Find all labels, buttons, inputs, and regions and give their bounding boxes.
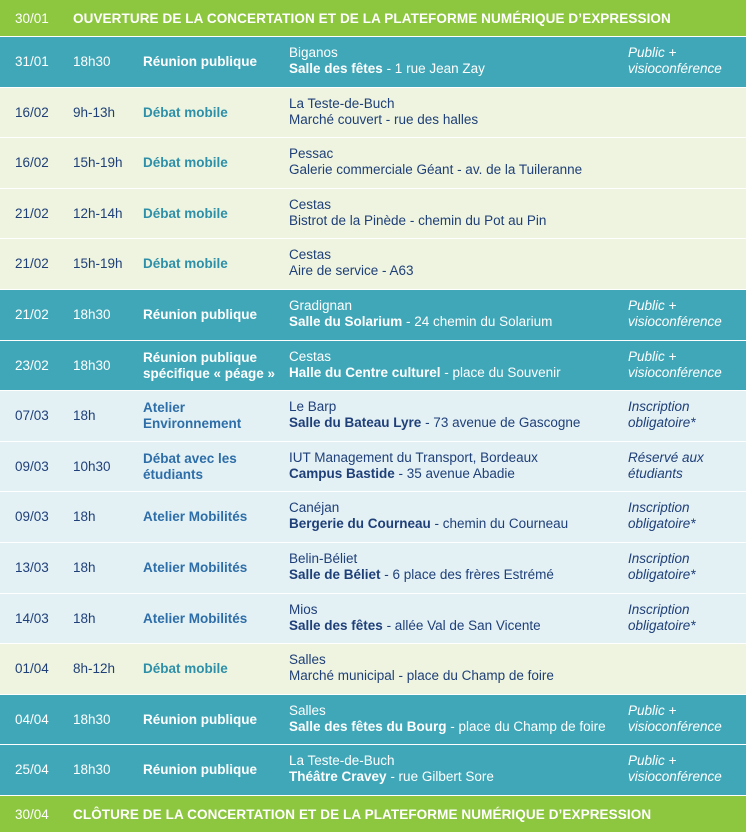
event-venue: Salle de Béliet	[289, 566, 381, 582]
event-address-line	[289, 61, 624, 77]
event-address-line	[289, 668, 624, 684]
event-address: Galerie commerciale Géant - av. de la Tuileranne	[289, 162, 583, 178]
event-date: 09/03	[15, 509, 49, 525]
event-venue: Salle des fêtes	[289, 617, 383, 633]
event-date: 21/02	[15, 256, 49, 272]
event-place	[289, 551, 624, 583]
event-city: Gradignan	[289, 297, 353, 313]
event-address-line	[289, 112, 624, 128]
event-city: Le Barp	[289, 399, 337, 415]
event-time: 18h	[73, 408, 96, 424]
event-address: - place du Souvenir	[440, 364, 561, 380]
event-address-line	[289, 466, 624, 482]
event-time: 15h-19h	[73, 155, 123, 171]
event-row	[0, 594, 746, 645]
event-address: - 1 rue Jean Zay	[382, 61, 485, 76]
event-venue: Salle du Solarium	[289, 313, 403, 329]
event-type: Réunion publique	[143, 762, 257, 778]
event-address: Bistrot de la Pinède - chemin du Pot au Pin	[289, 212, 547, 228]
opening-date: 30/01	[15, 11, 49, 26]
event-address-line	[289, 213, 624, 229]
event-row	[0, 290, 746, 341]
event-time: 18h	[73, 509, 96, 525]
event-place	[289, 146, 624, 178]
closing-date: 30/04	[15, 806, 49, 822]
event-date: 16/02	[15, 155, 49, 171]
event-date: 25/04	[15, 762, 49, 778]
event-row	[0, 37, 746, 88]
event-date: 23/02	[15, 357, 49, 373]
event-city: Salles	[289, 652, 326, 668]
event-place	[289, 247, 624, 279]
event-address-line	[289, 516, 624, 532]
event-type: Débat mobile	[143, 256, 228, 272]
event-address-line	[289, 263, 624, 279]
event-place	[289, 450, 624, 482]
event-address: - chemin du Courneau	[430, 516, 569, 532]
event-city: Mios	[289, 601, 318, 617]
event-type: Atelier Mobilités	[143, 509, 248, 525]
event-place	[289, 500, 624, 532]
event-time: 18h30	[73, 357, 111, 373]
event-address: Marché couvert - rue des halles	[289, 111, 479, 127]
event-venue: Théâtre Cravey	[289, 769, 387, 785]
event-date: 04/04	[15, 711, 49, 727]
event-place	[289, 399, 624, 431]
event-address-line	[289, 618, 624, 634]
event-note: Inscription obligatoire*	[628, 399, 696, 431]
event-city: La Teste-de-Buch	[289, 753, 395, 769]
event-city: Pessac	[289, 146, 334, 162]
event-city: Cestas	[289, 348, 332, 364]
event-address: - 35 avenue Abadie	[394, 465, 515, 481]
event-row	[0, 341, 746, 392]
event-city: Cestas	[289, 196, 332, 212]
event-address-line	[289, 567, 624, 583]
event-type: Réunion publique	[143, 54, 257, 69]
event-venue: Salle des fêtes	[289, 61, 383, 76]
event-city: Belin-Béliet	[289, 550, 358, 566]
event-note: Public + visioconférence	[628, 297, 722, 329]
event-row	[0, 543, 746, 594]
event-row	[0, 239, 746, 290]
event-place	[289, 703, 624, 735]
event-time: 18h30	[73, 762, 111, 778]
event-row	[0, 391, 746, 442]
event-type: Débat mobile	[143, 205, 228, 221]
opening-title: OUVERTURE DE LA CONCERTATION ET DE LA PLATEFORME NUMÉRIQUE D’EXPRESSION	[73, 11, 671, 26]
event-type: Débat mobile	[143, 104, 228, 120]
event-row	[0, 88, 746, 139]
event-date: 21/02	[15, 205, 49, 221]
event-address: Marché municipal - place du Champ de foire	[289, 668, 554, 684]
event-row	[0, 745, 746, 796]
event-date: 09/03	[15, 458, 49, 474]
event-city: La Teste-de-Buch	[289, 95, 395, 111]
event-time: 10h30	[73, 458, 111, 474]
event-place	[289, 602, 624, 634]
opening-banner	[0, 0, 746, 37]
event-date: 16/02	[15, 104, 49, 120]
event-venue: Halle du Centre culturel	[289, 364, 441, 380]
event-venue: Bergerie du Courneau	[289, 516, 431, 532]
event-place	[289, 349, 624, 381]
event-address-line	[289, 365, 624, 381]
event-date: 14/03	[15, 610, 49, 626]
event-place	[289, 652, 624, 684]
event-note: Inscription obligatoire*	[628, 601, 696, 633]
event-place	[289, 753, 624, 785]
event-place	[289, 45, 624, 77]
event-address: - 73 avenue de Gascogne	[421, 415, 581, 431]
event-row	[0, 189, 746, 240]
event-row	[0, 695, 746, 746]
event-city: Salles	[289, 702, 326, 718]
event-city: Canéjan	[289, 500, 340, 516]
event-city: Biganos	[289, 45, 338, 60]
event-row	[0, 644, 746, 695]
event-note: Inscription obligatoire*	[628, 500, 696, 532]
event-time: 18h30	[73, 54, 111, 69]
event-type: Débat mobile	[143, 155, 228, 171]
closing-banner	[0, 796, 746, 833]
event-type: Réunion publique	[143, 306, 257, 322]
event-date: 01/04	[15, 661, 49, 677]
event-address-line	[289, 769, 624, 785]
event-type: Atelier Environnement	[143, 400, 242, 432]
event-note: Inscription obligatoire*	[628, 550, 696, 582]
event-address: - 24 chemin du Solarium	[402, 313, 553, 329]
event-note: Public + visioconférence	[628, 753, 722, 785]
event-type: Débat avec les étudiants	[143, 450, 237, 482]
event-time: 18h	[73, 610, 96, 626]
event-type: Débat mobile	[143, 661, 228, 677]
event-time: 18h30	[73, 711, 111, 727]
event-date: 21/02	[15, 306, 49, 322]
event-address: Aire de service - A63	[289, 263, 414, 279]
event-address-line	[289, 162, 624, 178]
event-note: Public + visioconférence	[628, 348, 722, 380]
event-address-line	[289, 415, 624, 431]
event-venue: Campus Bastide	[289, 465, 395, 481]
event-address-line	[289, 314, 624, 330]
event-place	[289, 96, 624, 128]
event-type: Atelier Mobilités	[143, 610, 248, 626]
event-date: 07/03	[15, 408, 49, 424]
event-place	[289, 298, 624, 330]
event-note: Public + visioconférence	[628, 702, 722, 734]
event-time: 15h-19h	[73, 256, 123, 272]
closing-title: CLÔTURE DE LA CONCERTATION ET DE LA PLATEFORME NUMÉRIQUE D’EXPRESSION	[73, 806, 652, 822]
event-row	[0, 492, 746, 543]
event-type: Réunion publique	[143, 711, 257, 727]
event-time: 12h-14h	[73, 205, 123, 221]
event-type: Atelier Mobilités	[143, 559, 248, 575]
event-note: Public + visioconférence	[628, 45, 722, 76]
event-address-line	[289, 719, 624, 735]
event-time: 9h-13h	[73, 104, 116, 120]
event-list	[0, 37, 746, 796]
event-date: 31/01	[15, 54, 49, 69]
event-address: - 6 place des frères Estrémé	[380, 566, 554, 582]
event-time: 18h	[73, 559, 96, 575]
event-row	[0, 138, 746, 189]
event-row	[0, 442, 746, 493]
event-place	[289, 197, 624, 229]
event-city: Cestas	[289, 247, 332, 263]
event-venue: Salle des fêtes du Bourg	[289, 718, 447, 734]
event-date: 13/03	[15, 559, 49, 575]
event-note: Réservé aux étudiants	[628, 449, 704, 481]
event-venue: Salle du Bateau Lyre	[289, 415, 422, 431]
event-address: - place du Champ de foire	[446, 718, 606, 734]
event-time: 18h30	[73, 306, 111, 322]
event-address: - rue Gilbert Sore	[386, 769, 494, 785]
event-time: 8h-12h	[73, 661, 116, 677]
event-city: IUT Management du Transport, Bordeaux	[289, 449, 538, 465]
event-type: Réunion publique spécifique « péage »	[143, 349, 276, 381]
event-address: - allée Val de San Vicente	[382, 617, 541, 633]
